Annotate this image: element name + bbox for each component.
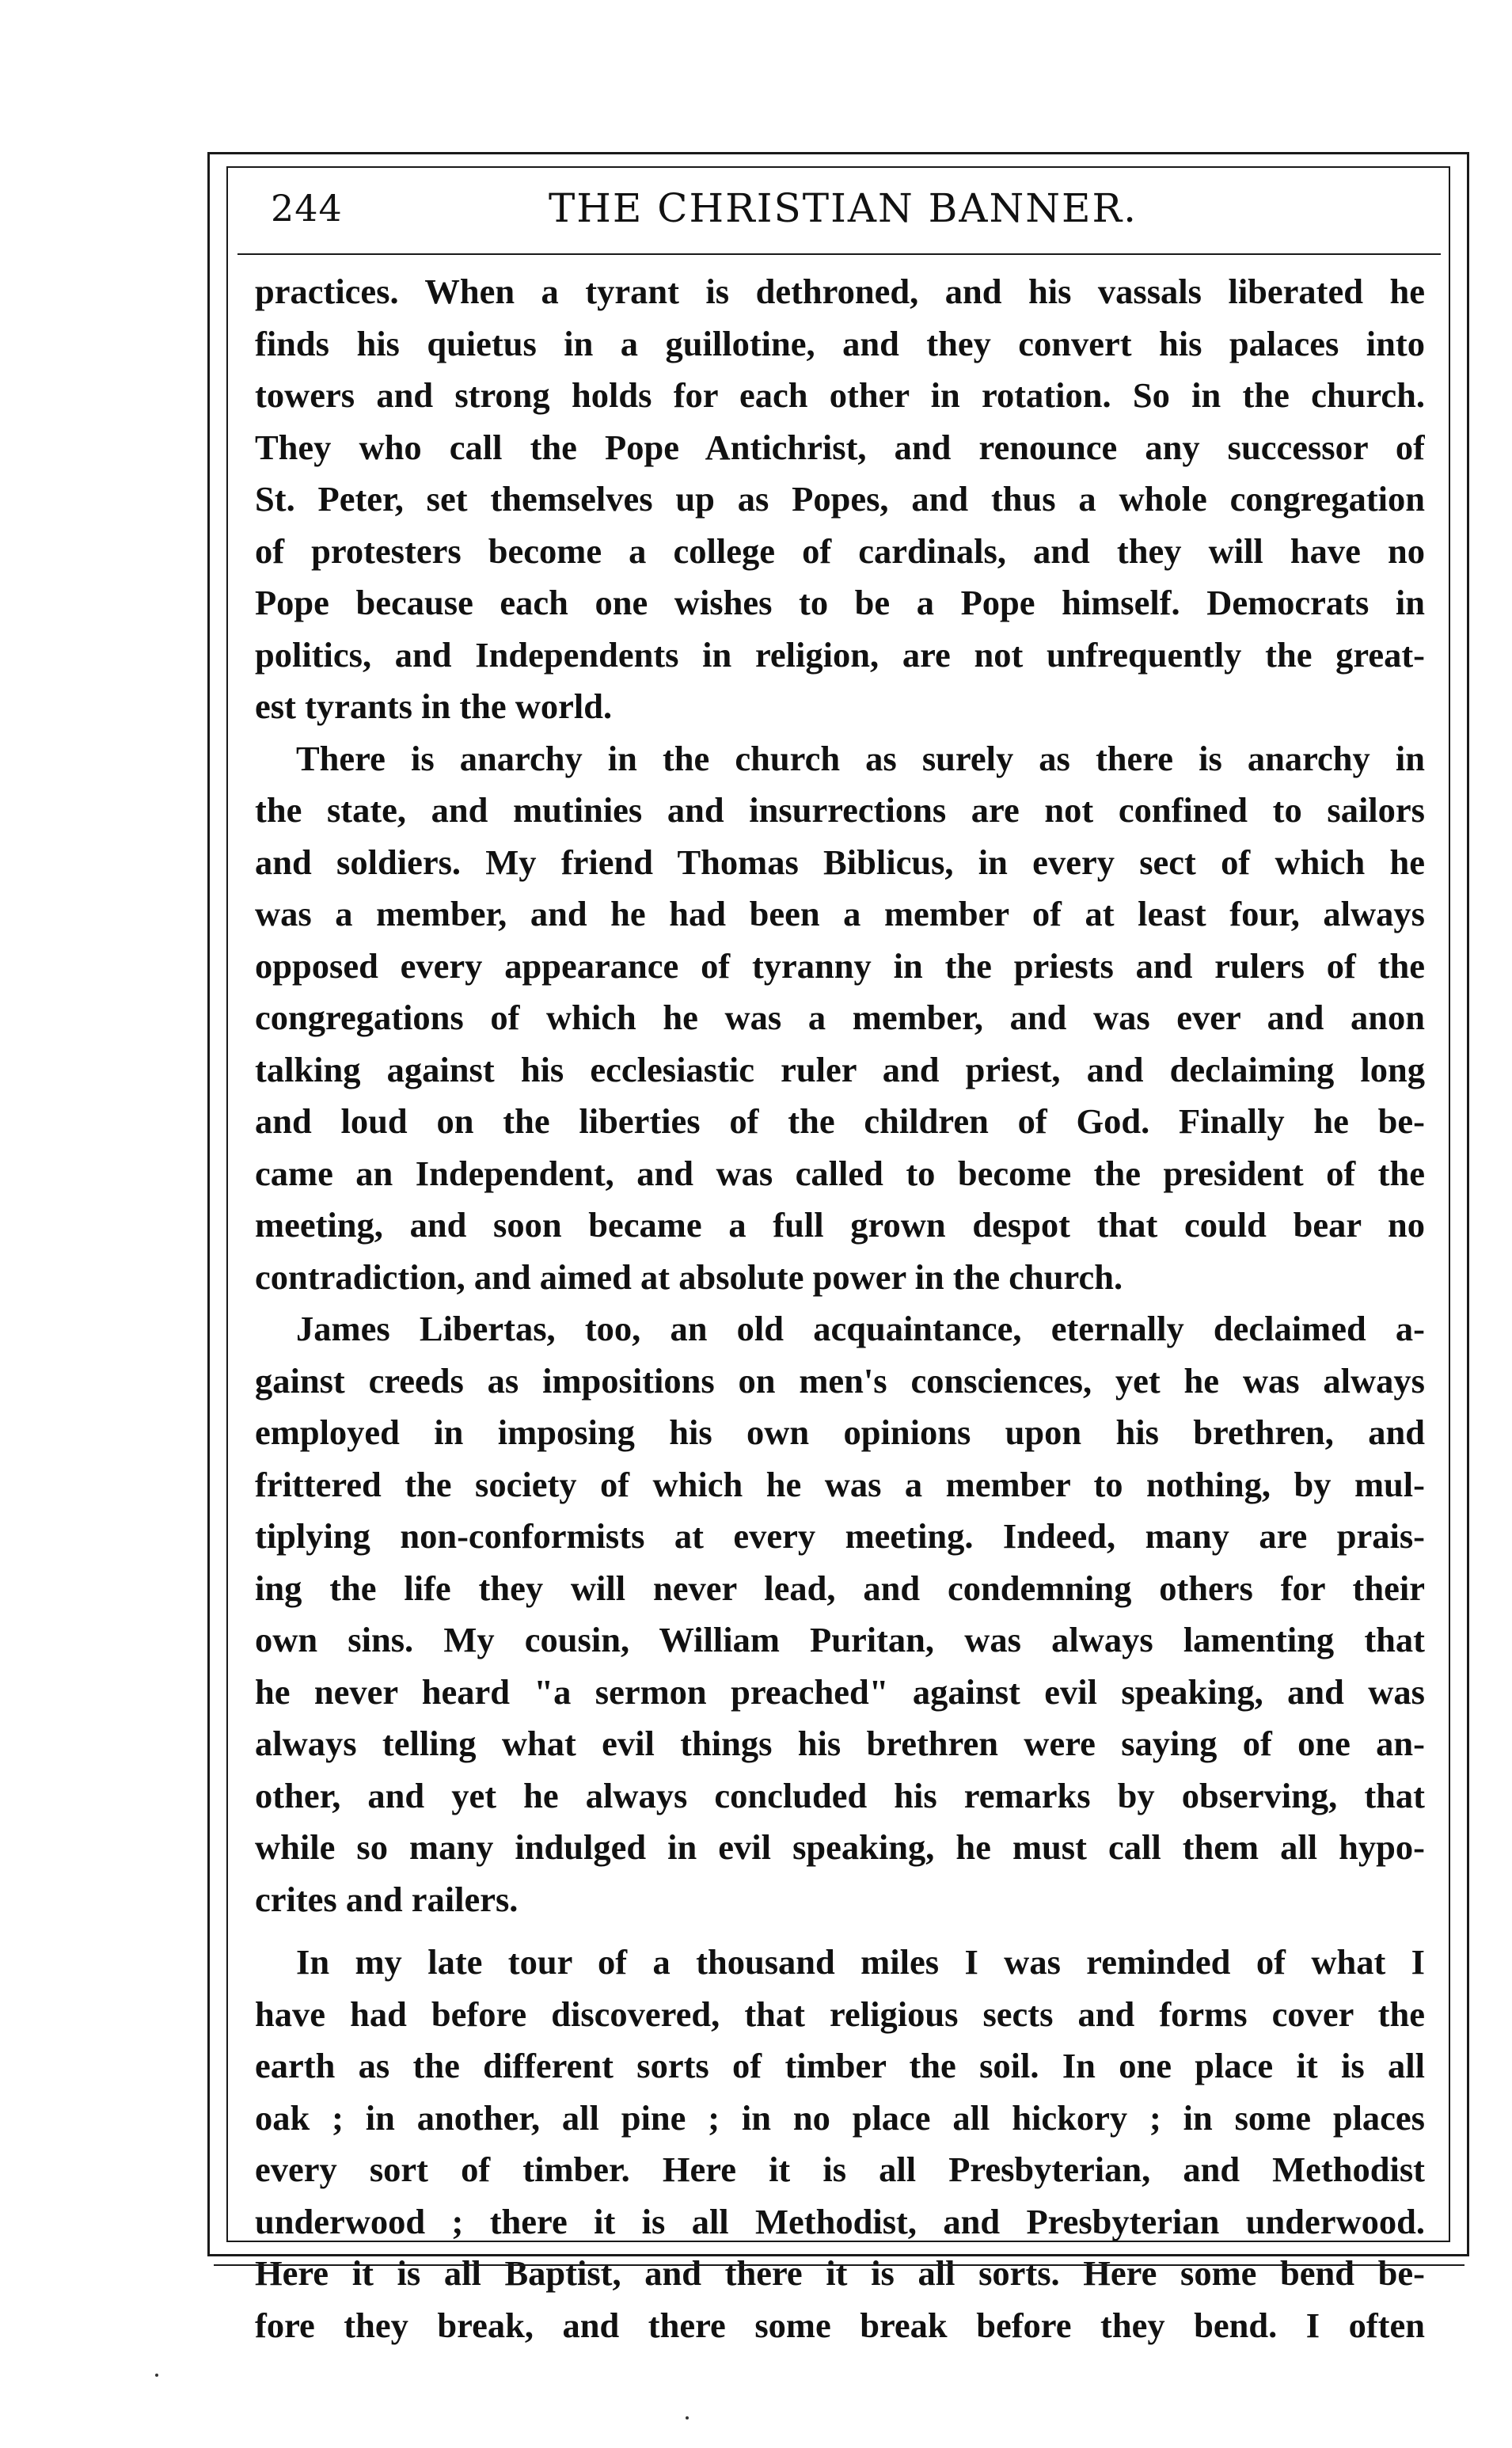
text-line: congregations of which he was a member, and was ever and anon: [255, 998, 1425, 1037]
paragraph-gap: [255, 1925, 1425, 1937]
text-line: oak ; in another, all pine ; in no place all hickory ; in some places: [255, 2097, 1425, 2138]
paragraph: [255, 733, 1425, 1304]
header-rule: [237, 253, 1441, 255]
text-line: the state, and mutinies and insurrections are not confined to sailors: [255, 790, 1425, 830]
text-line: earth as the different sorts of timber the soil. In one place it is all: [255, 2046, 1425, 2085]
text-line: meeting, and soon became a full grown despot that could bear no: [255, 1205, 1425, 1245]
text-line: talking against his ecclesiastic ruler and priest, and declaiming long: [255, 1049, 1425, 1089]
text-line: and loud on the liberties of the children of God. Finally he be-: [255, 1101, 1425, 1141]
print-speck: [686, 2416, 689, 2419]
text-line: towers and strong holds for each other in rotation. So in the church.: [255, 375, 1425, 415]
text-line: was a member, and he had been a member of at least four, always: [255, 894, 1425, 933]
text-line: have had before discovered, that religious sects and forms cover the: [255, 1994, 1425, 2034]
running-head: THE CHRISTIAN BANNER.: [548, 185, 1138, 231]
text-line: opposed every appearance of tyranny in the priests and rulers of the: [255, 945, 1425, 986]
text-line: employed in imposing his own opinions upon his brethren, and: [255, 1412, 1425, 1452]
page-header: [261, 179, 1425, 242]
text-line: gainst creeds as impositions on men's consciences, yet he was always: [255, 1360, 1425, 1401]
text-line: James Libertas, too, an old acquaintance, eternally declaimed a-: [296, 1309, 1425, 1348]
text-line: finds his quietus in a guillotine, and they convert his palaces into: [255, 323, 1425, 363]
text-line: while so many indulged in evil speaking, he must call them all hypo-: [255, 1827, 1425, 1867]
text-line: ing the life they will never lead, and condemning others for their: [255, 1568, 1425, 1608]
text-line: crites and railers.: [255, 1879, 519, 1919]
text-line: he never heard "a sermon preached" against evil speaking, and was: [255, 1671, 1425, 1712]
page-number: 244: [271, 187, 343, 230]
text-line: est tyrants in the world.: [255, 686, 613, 726]
text-line: contradiction, and aimed at absolute power in the church.: [255, 1256, 1123, 1297]
text-line: In my late tour of a thousand miles I was reminded of what I: [296, 1942, 1425, 1982]
paragraph: [255, 1937, 1425, 2351]
text-line: every sort of timber. Here it is all Presbyterian, and Methodist: [255, 2150, 1425, 2189]
text-line: of protesters become a college of cardinals, and they will have no: [255, 530, 1425, 571]
text-line: practices. When a tyrant is dethroned, and his vassals liberated he: [255, 272, 1425, 311]
text-line: other, and yet he always concluded his remarks by observing, that: [255, 1775, 1425, 1815]
text-line: Pope because each one wishes to be a Pope himself. Democrats in: [255, 583, 1425, 622]
body-text: [255, 266, 1425, 2351]
text-line: St. Peter, set themselves up as Popes, and thus a whole congregation: [255, 479, 1425, 519]
print-speck: [155, 2374, 158, 2377]
text-line: fore they break, and there some break before they bend. I often: [255, 2305, 1425, 2345]
text-line: There is anarchy in the church as surely as there is anarchy in: [296, 738, 1425, 778]
text-line: always telling what evil things his brethren were saying of one an-: [255, 1724, 1425, 1763]
text-line: own sins. My cousin, William Puritan, was always lamenting that: [255, 1620, 1425, 1659]
text-line: politics, and Independents in religion, are not unfrequently the great-: [255, 634, 1425, 675]
text-line: and soldiers. My friend Thomas Biblicus, in every sect of which he: [255, 842, 1425, 882]
paragraph: [255, 266, 1425, 733]
footer-rule: [214, 2264, 1465, 2266]
text-line: underwood ; there it is all Methodist, and Presbyterian underwood.: [255, 2201, 1425, 2241]
paragraph: [255, 1303, 1425, 1925]
text-line: tiplying non-conformists at every meeting. Indeed, many are prais-: [255, 1516, 1425, 1556]
text-line: They who call the Pope Antichrist, and renounce any successor of: [255, 427, 1425, 467]
text-line: frittered the society of which he was a member to nothing, by mul-: [255, 1464, 1425, 1504]
text-line: came an Independent, and was called to become the president of the: [255, 1153, 1425, 1193]
text-line: Here it is all Baptist, and there it is all sorts. Here some bend be-: [255, 2253, 1425, 2293]
